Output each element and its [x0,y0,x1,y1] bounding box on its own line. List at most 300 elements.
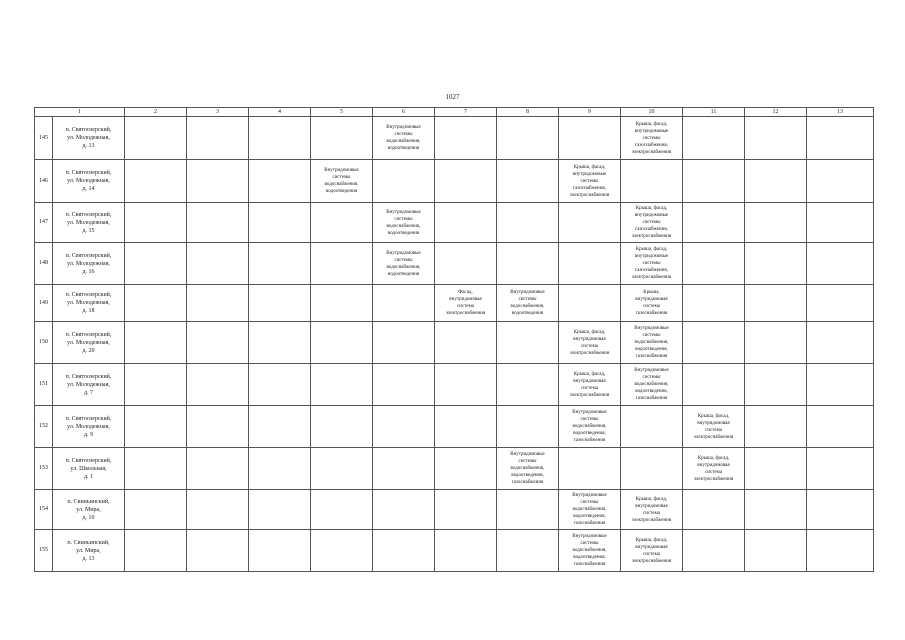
work-cell-col-6 [373,203,435,243]
work-line: электроснабжения [693,434,734,440]
work-cell-col-6 [373,490,435,530]
work-cell-col-4 [249,203,311,243]
row-number: 146 [35,160,53,203]
work-line: системы [394,132,413,137]
address-line: д. 10 [82,514,95,521]
work-line: внутридомовая [635,297,668,302]
work-line: Крыша, фасад, [697,413,730,419]
column-header: 6 [373,108,435,117]
work-cell-col-12 [745,364,807,406]
work-line: водоснабжения, [572,548,607,553]
column-header: 8 [497,108,559,117]
address-line: ул. Мира, [76,547,101,554]
work-cell-col-9 [559,530,621,572]
work-line: Крыша, фасад, [635,247,668,252]
work-cell-col-7 [435,490,497,530]
work-cell-col-6 [373,448,435,490]
work-line: внутридомовая [449,297,482,302]
work-cell-col-4 [249,160,311,203]
table-row [35,243,874,285]
work-cell-col-2 [125,160,187,203]
work-cell-col-8 [497,243,559,285]
work-line: Внутридомовые [386,125,421,130]
work-line: водоотведения, [573,514,606,519]
address-line: ул. Школьная, [70,465,107,472]
work-line: внутридомовая [697,420,730,426]
work-line: электроснабжения [569,192,610,198]
address-cell [53,448,125,490]
work-cell-col-11 [683,530,745,572]
work-cell-col-9 [559,117,621,160]
work-cell-col-13 [807,243,874,285]
work-cell-col-13 [807,117,874,160]
address-line: д. 9 [83,431,94,438]
work-line: водоотведения [387,271,420,277]
table-row [35,530,874,572]
work-cell-col-3 [187,364,249,406]
work-line: электроснабжения [631,275,672,280]
work-cell-col-4 [249,448,311,490]
page-number: 1027 [445,93,460,101]
row-number: 152 [35,406,53,448]
work-line: водоотведения, [511,473,544,478]
work-cell-col-8 [497,530,559,572]
work-line: внутридомовая [635,503,668,509]
work-line: Крыша, фасад, [635,206,668,211]
work-cell-col-10 [621,322,683,364]
work-line: Внутридомовые [386,250,421,256]
work-cell-col-13 [807,364,874,406]
address-line: д. 14 [82,186,95,192]
work-line: система [705,427,722,433]
work-line: Крыша, фасад, [573,164,606,170]
work-line: газоснабжения, [635,142,668,148]
work-cell-col-11 [683,406,745,448]
work-cell-col-12 [745,203,807,243]
table-row [35,160,874,203]
work-cell-col-10 [621,243,683,285]
work-line: Внутридомовые [572,410,607,415]
work-cell-col-4 [249,530,311,572]
work-cell-col-7 [435,322,497,364]
work-cell-col-9 [559,160,621,203]
work-line: водоснабжения, [572,424,607,429]
work-line: водоснабжения, [634,340,669,345]
address-cell [53,203,125,243]
work-line: системы [580,417,599,422]
address-line: п. Святоозерский, [65,373,112,380]
work-cell-col-11 [683,364,745,406]
work-line: система [705,469,722,475]
address-line: ул. Молодежная, [67,260,110,267]
work-cell-col-8 [497,117,559,160]
work-line: система [643,304,660,309]
work-cell-col-10 [621,285,683,322]
work-cell-col-6 [373,406,435,448]
work-line: системы [394,257,413,263]
work-line: Внутридомовые [510,452,545,457]
work-cell-col-13 [807,406,874,448]
work-line: система [581,385,598,391]
work-cell-col-11 [683,490,745,530]
address-line: п. Святоозерский, [65,252,112,259]
address-line: д. 13 [82,143,95,149]
address-line: ул. Молодежная, [67,219,110,226]
work-cell-col-11 [683,243,745,285]
work-line: электроснабжения [631,234,672,239]
work-line: внутридомовые [634,213,669,218]
work-cell-col-3 [187,530,249,572]
work-cell-col-11 [683,117,745,160]
address-cell [53,117,125,160]
address-cell [53,406,125,448]
work-cell-col-7 [435,448,497,490]
work-cell-col-10 [621,406,683,448]
address-line: д. 16 [82,268,95,275]
work-cell-col-13 [807,490,874,530]
work-line: водоотведения, [635,389,668,394]
address-line: д. 13 [82,555,95,562]
work-cell-col-9 [559,285,621,322]
work-cell-col-13 [807,160,874,203]
work-cell-col-2 [125,285,187,322]
work-line: Крыша, фасад, [635,537,668,543]
work-cell-col-5 [311,203,373,243]
work-cell-col-10 [621,203,683,243]
work-cell-col-4 [249,406,311,448]
work-line: водоснабжения, [510,304,545,309]
work-line: системы [642,333,661,338]
work-cell-col-8 [497,490,559,530]
work-cell-col-4 [249,364,311,406]
work-cell-col-5 [311,117,373,160]
column-header: 7 [435,108,497,117]
work-cell-col-2 [125,406,187,448]
work-line: Крыша, фасад, [573,329,606,335]
work-cell-col-3 [187,490,249,530]
column-header: 10 [621,108,683,117]
work-cell-col-9 [559,448,621,490]
work-line: водоотведения [387,230,420,236]
work-cell-col-3 [187,406,249,448]
address-line: д. 18 [82,308,95,314]
work-cell-col-12 [745,160,807,203]
work-line: водоснабжения, [634,382,669,387]
work-line: водоснабжения, [324,182,359,187]
column-header: 11 [683,108,745,117]
work-cell-col-3 [187,322,249,364]
work-line: Внутридомовые [634,368,669,373]
work-line: электроснабжения [631,517,672,523]
address-cell [53,322,125,364]
address-line: д. 15 [82,227,95,234]
work-line: электроснабжения [693,476,734,482]
work-cell-col-11 [683,448,745,490]
work-line: внутридомовая [573,336,606,342]
work-cell-col-12 [745,490,807,530]
work-cell-col-10 [621,364,683,406]
work-line: системы [332,175,351,180]
work-cell-col-8 [497,160,559,203]
capital-repair-table [34,107,874,572]
work-cell-col-6 [373,117,435,160]
work-cell-col-9 [559,364,621,406]
work-cell-col-12 [745,322,807,364]
work-line: внутридомовые [572,171,607,177]
work-line: Крыша, [643,290,660,295]
work-line: система [643,551,660,557]
address-line: п. Святоозерский, [65,170,112,176]
work-cell-col-5 [311,406,373,448]
address-line: д. 1 [83,473,94,480]
address-cell [53,364,125,406]
work-cell-col-12 [745,117,807,160]
work-cell-col-8 [497,203,559,243]
work-line: газоснабжения, [635,227,668,232]
row-number: 145 [35,117,53,160]
work-cell-col-6 [373,322,435,364]
work-line: Крыша, фасад, [573,371,606,377]
work-cell-col-10 [621,117,683,160]
work-cell-col-13 [807,322,874,364]
work-cell-col-10 [621,530,683,572]
column-header: 1 [35,108,125,117]
work-cell-col-8 [497,322,559,364]
work-cell-col-4 [249,243,311,285]
work-line: электроснабжения [631,558,672,564]
work-cell-col-11 [683,160,745,203]
work-line: Крыша, фасад, [635,121,668,127]
work-cell-col-13 [807,203,874,243]
table-row [35,203,874,243]
work-line: газоснабжения, [573,185,606,191]
work-cell-col-3 [187,160,249,203]
work-cell-col-7 [435,285,497,322]
work-line: Внутридомовые [386,209,421,215]
address-line: п. Свиньинский, [67,539,110,546]
address-line: п. Святоозерский, [65,331,112,338]
work-cell-col-5 [311,448,373,490]
work-line: водоотведения, [635,347,668,352]
address-line: д. 7 [83,389,94,396]
table-row [35,448,874,490]
address-cell [53,490,125,530]
work-line: системы [642,135,661,141]
work-cell-col-10 [621,448,683,490]
work-line: газоснабжения [635,396,668,401]
work-line: электроснабжения [445,311,486,316]
work-cell-col-8 [497,364,559,406]
work-line: газоснабжения, [635,268,668,273]
work-cell-col-4 [249,285,311,322]
work-line: газоснабжения [573,438,606,443]
row-number: 148 [35,243,53,285]
work-cell-col-3 [187,448,249,490]
work-cell-col-10 [621,490,683,530]
column-header: 12 [745,108,807,117]
work-cell-col-2 [125,490,187,530]
work-line: Внутридомовые [324,168,359,173]
work-cell-col-5 [311,285,373,322]
address-line: ул. Молодежная, [67,339,110,346]
work-cell-col-4 [249,322,311,364]
work-line: внутридомовые [634,128,669,134]
work-cell-col-5 [311,490,373,530]
table-row [35,285,874,322]
work-cell-col-2 [125,448,187,490]
row-number: 153 [35,448,53,490]
address-line: п. Святоозерский, [65,457,112,464]
column-header: 5 [311,108,373,117]
column-header: 9 [559,108,621,117]
work-line: Крыша, фасад, [697,455,730,461]
address-line: д. 20 [82,347,95,354]
work-line: системы [394,216,413,222]
work-line: системы [580,500,599,505]
work-line: Внутридомовые [572,534,607,539]
work-line: системы [580,541,599,546]
row-number: 154 [35,490,53,530]
work-cell-col-12 [745,243,807,285]
address-cell [53,160,125,203]
work-cell-col-7 [435,364,497,406]
work-line: системы [580,178,599,184]
column-header: 3 [187,108,249,117]
work-cell-col-5 [311,322,373,364]
work-cell-col-3 [187,285,249,322]
work-line: системы [642,220,661,225]
work-cell-col-5 [311,160,373,203]
table-header-row [35,108,874,117]
work-cell-col-8 [497,285,559,322]
work-cell-col-9 [559,322,621,364]
work-cell-col-9 [559,490,621,530]
work-line: водоотведения [387,146,420,151]
work-line: водоснабжения, [386,264,421,270]
work-line: газоснабжения [635,354,668,359]
work-cell-col-8 [497,406,559,448]
work-cell-col-3 [187,203,249,243]
work-line: газоснабжения [635,311,668,316]
work-cell-col-7 [435,117,497,160]
work-cell-col-2 [125,203,187,243]
work-cell-col-12 [745,530,807,572]
work-cell-col-5 [311,364,373,406]
work-line: электроснабжения [631,149,672,155]
work-cell-col-7 [435,203,497,243]
work-cell-col-5 [311,243,373,285]
address-line: п. Святоозерский, [65,211,112,218]
work-cell-col-7 [435,160,497,203]
work-line: системы [518,459,537,464]
work-cell-col-5 [311,530,373,572]
work-cell-col-9 [559,243,621,285]
address-line: ул. Молодежная, [67,423,110,430]
table-row [35,117,874,160]
work-line: водоснабжения, [510,466,545,471]
address-line: п. Святоозерский, [65,127,112,133]
work-line: электроснабжения [569,350,610,356]
work-line: водоотведения [511,311,544,316]
work-cell-col-3 [187,117,249,160]
work-cell-col-12 [745,285,807,322]
work-line: система [643,510,660,516]
work-cell-col-4 [249,490,311,530]
work-cell-col-4 [249,117,311,160]
work-line: газоснабжения [511,480,544,485]
work-line: системы [518,297,537,302]
work-line: внутридомовые [634,254,669,259]
work-cell-col-12 [745,448,807,490]
address-cell [53,243,125,285]
work-cell-col-7 [435,530,497,572]
work-line: система [457,304,474,309]
work-cell-col-10 [621,160,683,203]
table-row [35,364,874,406]
work-cell-col-2 [125,243,187,285]
work-cell-col-11 [683,322,745,364]
table-row [35,490,874,530]
address-line: ул. Мира, [76,506,101,513]
row-number: 149 [35,285,53,322]
work-cell-col-2 [125,364,187,406]
row-number: 150 [35,322,53,364]
address-line: ул. Молодежная, [67,135,110,141]
work-line: внутридомовая [635,544,668,550]
work-line: газоснабжения [573,521,606,526]
work-cell-col-8 [497,448,559,490]
work-line: Внутридомовые [572,493,607,498]
work-cell-col-7 [435,243,497,285]
address-line: п. Свиньинский, [67,498,110,505]
work-line: системы [642,375,661,380]
work-cell-col-13 [807,530,874,572]
work-cell-col-2 [125,117,187,160]
address-line: ул. Молодежная, [67,300,110,306]
work-cell-col-3 [187,243,249,285]
address-line: п. Святоозерский, [65,292,112,298]
address-line: п. Святоозерский, [65,415,112,422]
work-line: система [581,343,598,349]
work-cell-col-9 [559,203,621,243]
work-line: водоотведения [325,189,358,194]
work-line: системы [642,261,661,266]
work-cell-col-13 [807,285,874,322]
column-header: 4 [249,108,311,117]
work-cell-col-6 [373,243,435,285]
work-cell-col-2 [125,530,187,572]
address-cell [53,530,125,572]
work-line: водоснабжения, [386,223,421,229]
table-row [35,322,874,364]
work-line: водоснабжения, [386,139,421,144]
work-line: водоотведения, [573,431,606,436]
work-line: водоотведения, [573,555,606,560]
work-cell-col-13 [807,448,874,490]
work-line: Внутридомовые [510,290,545,295]
work-cell-col-2 [125,322,187,364]
table-row [35,406,874,448]
work-cell-col-6 [373,530,435,572]
work-cell-col-12 [745,406,807,448]
address-line: ул. Молодежная, [67,178,110,184]
address-line: ул. Молодежная, [67,381,110,388]
work-line: водоснабжения, [572,507,607,512]
work-cell-col-6 [373,364,435,406]
work-cell-col-11 [683,203,745,243]
work-line: внутридомовая [573,378,606,384]
work-cell-col-9 [559,406,621,448]
